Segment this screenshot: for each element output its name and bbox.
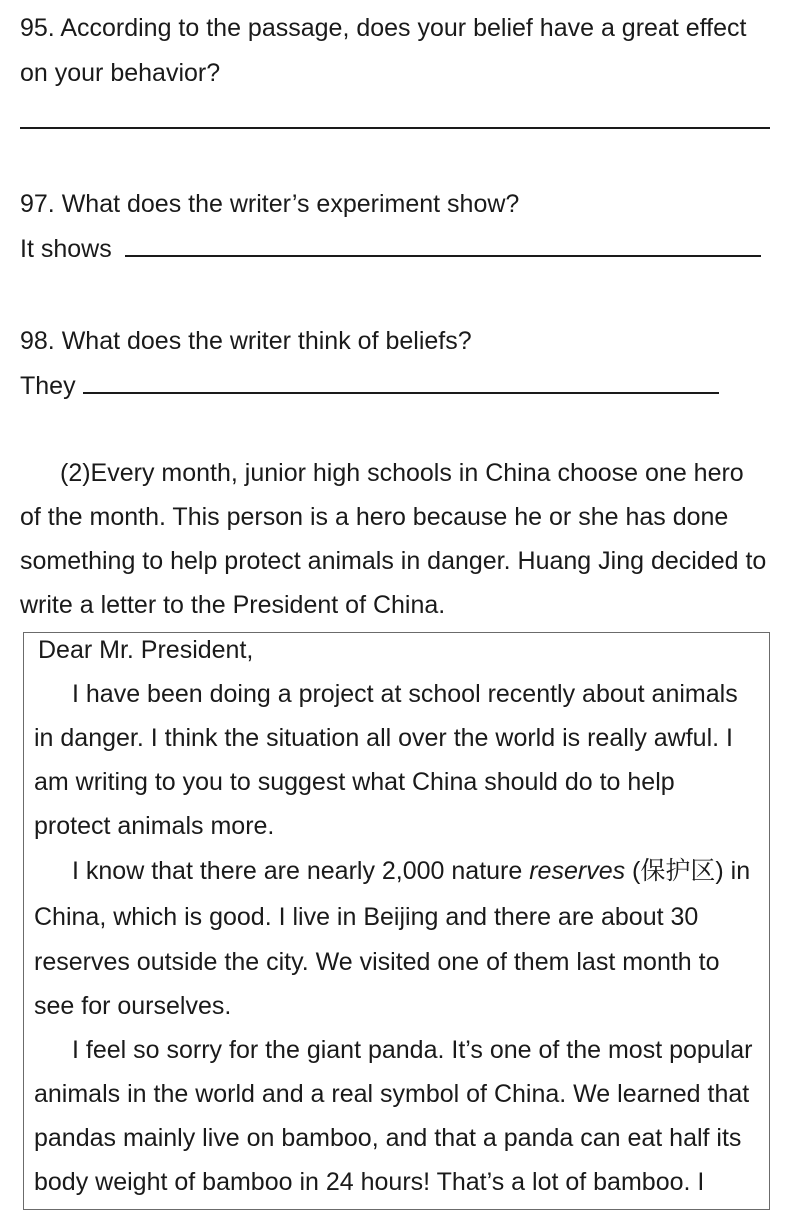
letter-p1-line-4: protect animals more.	[34, 812, 275, 840]
letter-p3-line-1: I feel so sorry for the giant panda. It’s one of the most popular	[72, 1036, 753, 1064]
question-95-line-1: 95. According to the passage, does your belief have a great effect	[20, 14, 747, 42]
letter-p2-line-2: China, which is good. I live in Beijing and there are about 30	[34, 903, 699, 931]
letter-p3-line-4: body weight of bamboo in 24 hours! That’s a lot of bamboo. I	[34, 1168, 705, 1196]
letter-p3-line-2: animals in the world and a real symbol of China. We learned that	[34, 1080, 750, 1108]
letter-p1-line-3: am writing to you to suggest what China should do to help	[34, 768, 675, 796]
answer-line-97	[125, 233, 761, 257]
letter-salutation: Dear Mr. President,	[38, 636, 254, 664]
answer-97-row	[20, 233, 761, 264]
intro-line-3: something to help protect animals in danger. Huang Jing decided to	[20, 547, 767, 575]
question-95-line-2: on your behavior?	[20, 59, 221, 87]
letter-p3-line-3: pandas mainly live on bamboo, and that a panda can eat half its	[34, 1124, 742, 1152]
letter-p2-reserves: reserves	[529, 857, 626, 885]
intro-line-2: of the month. This person is a hero because he or she has done	[20, 503, 729, 531]
answer-98-row	[20, 370, 719, 401]
intro-line-4: write a letter to the President of China.	[20, 591, 446, 619]
answer-line-98	[83, 370, 719, 394]
answer-98-prefix: They	[20, 372, 76, 400]
question-97: 97. What does the writer’s experiment show?	[20, 190, 520, 218]
letter-p2-line-3: reserves outside the city. We visited one of them last month to	[34, 948, 720, 976]
letter-p2-line-4: see for ourselves.	[34, 992, 232, 1020]
letter-p2-line-1	[72, 856, 750, 886]
answer-line-95	[20, 127, 770, 129]
question-98: 98. What does the writer think of beliefs?	[20, 327, 472, 355]
letter-box	[23, 632, 770, 1210]
letter-p2-end: (保护区) in	[625, 857, 751, 885]
letter-p1-line-2: in danger. I think the situation all over the world is really awful. I	[34, 724, 733, 752]
letter-p1-line-1: I have been doing a project at school recently about animals	[72, 680, 738, 708]
letter-p2-start: I know that there are nearly 2,000 nature	[72, 857, 530, 885]
answer-97-prefix: It shows	[20, 235, 112, 263]
intro-line-1: (2)Every month, junior high schools in China choose one hero	[60, 459, 744, 487]
